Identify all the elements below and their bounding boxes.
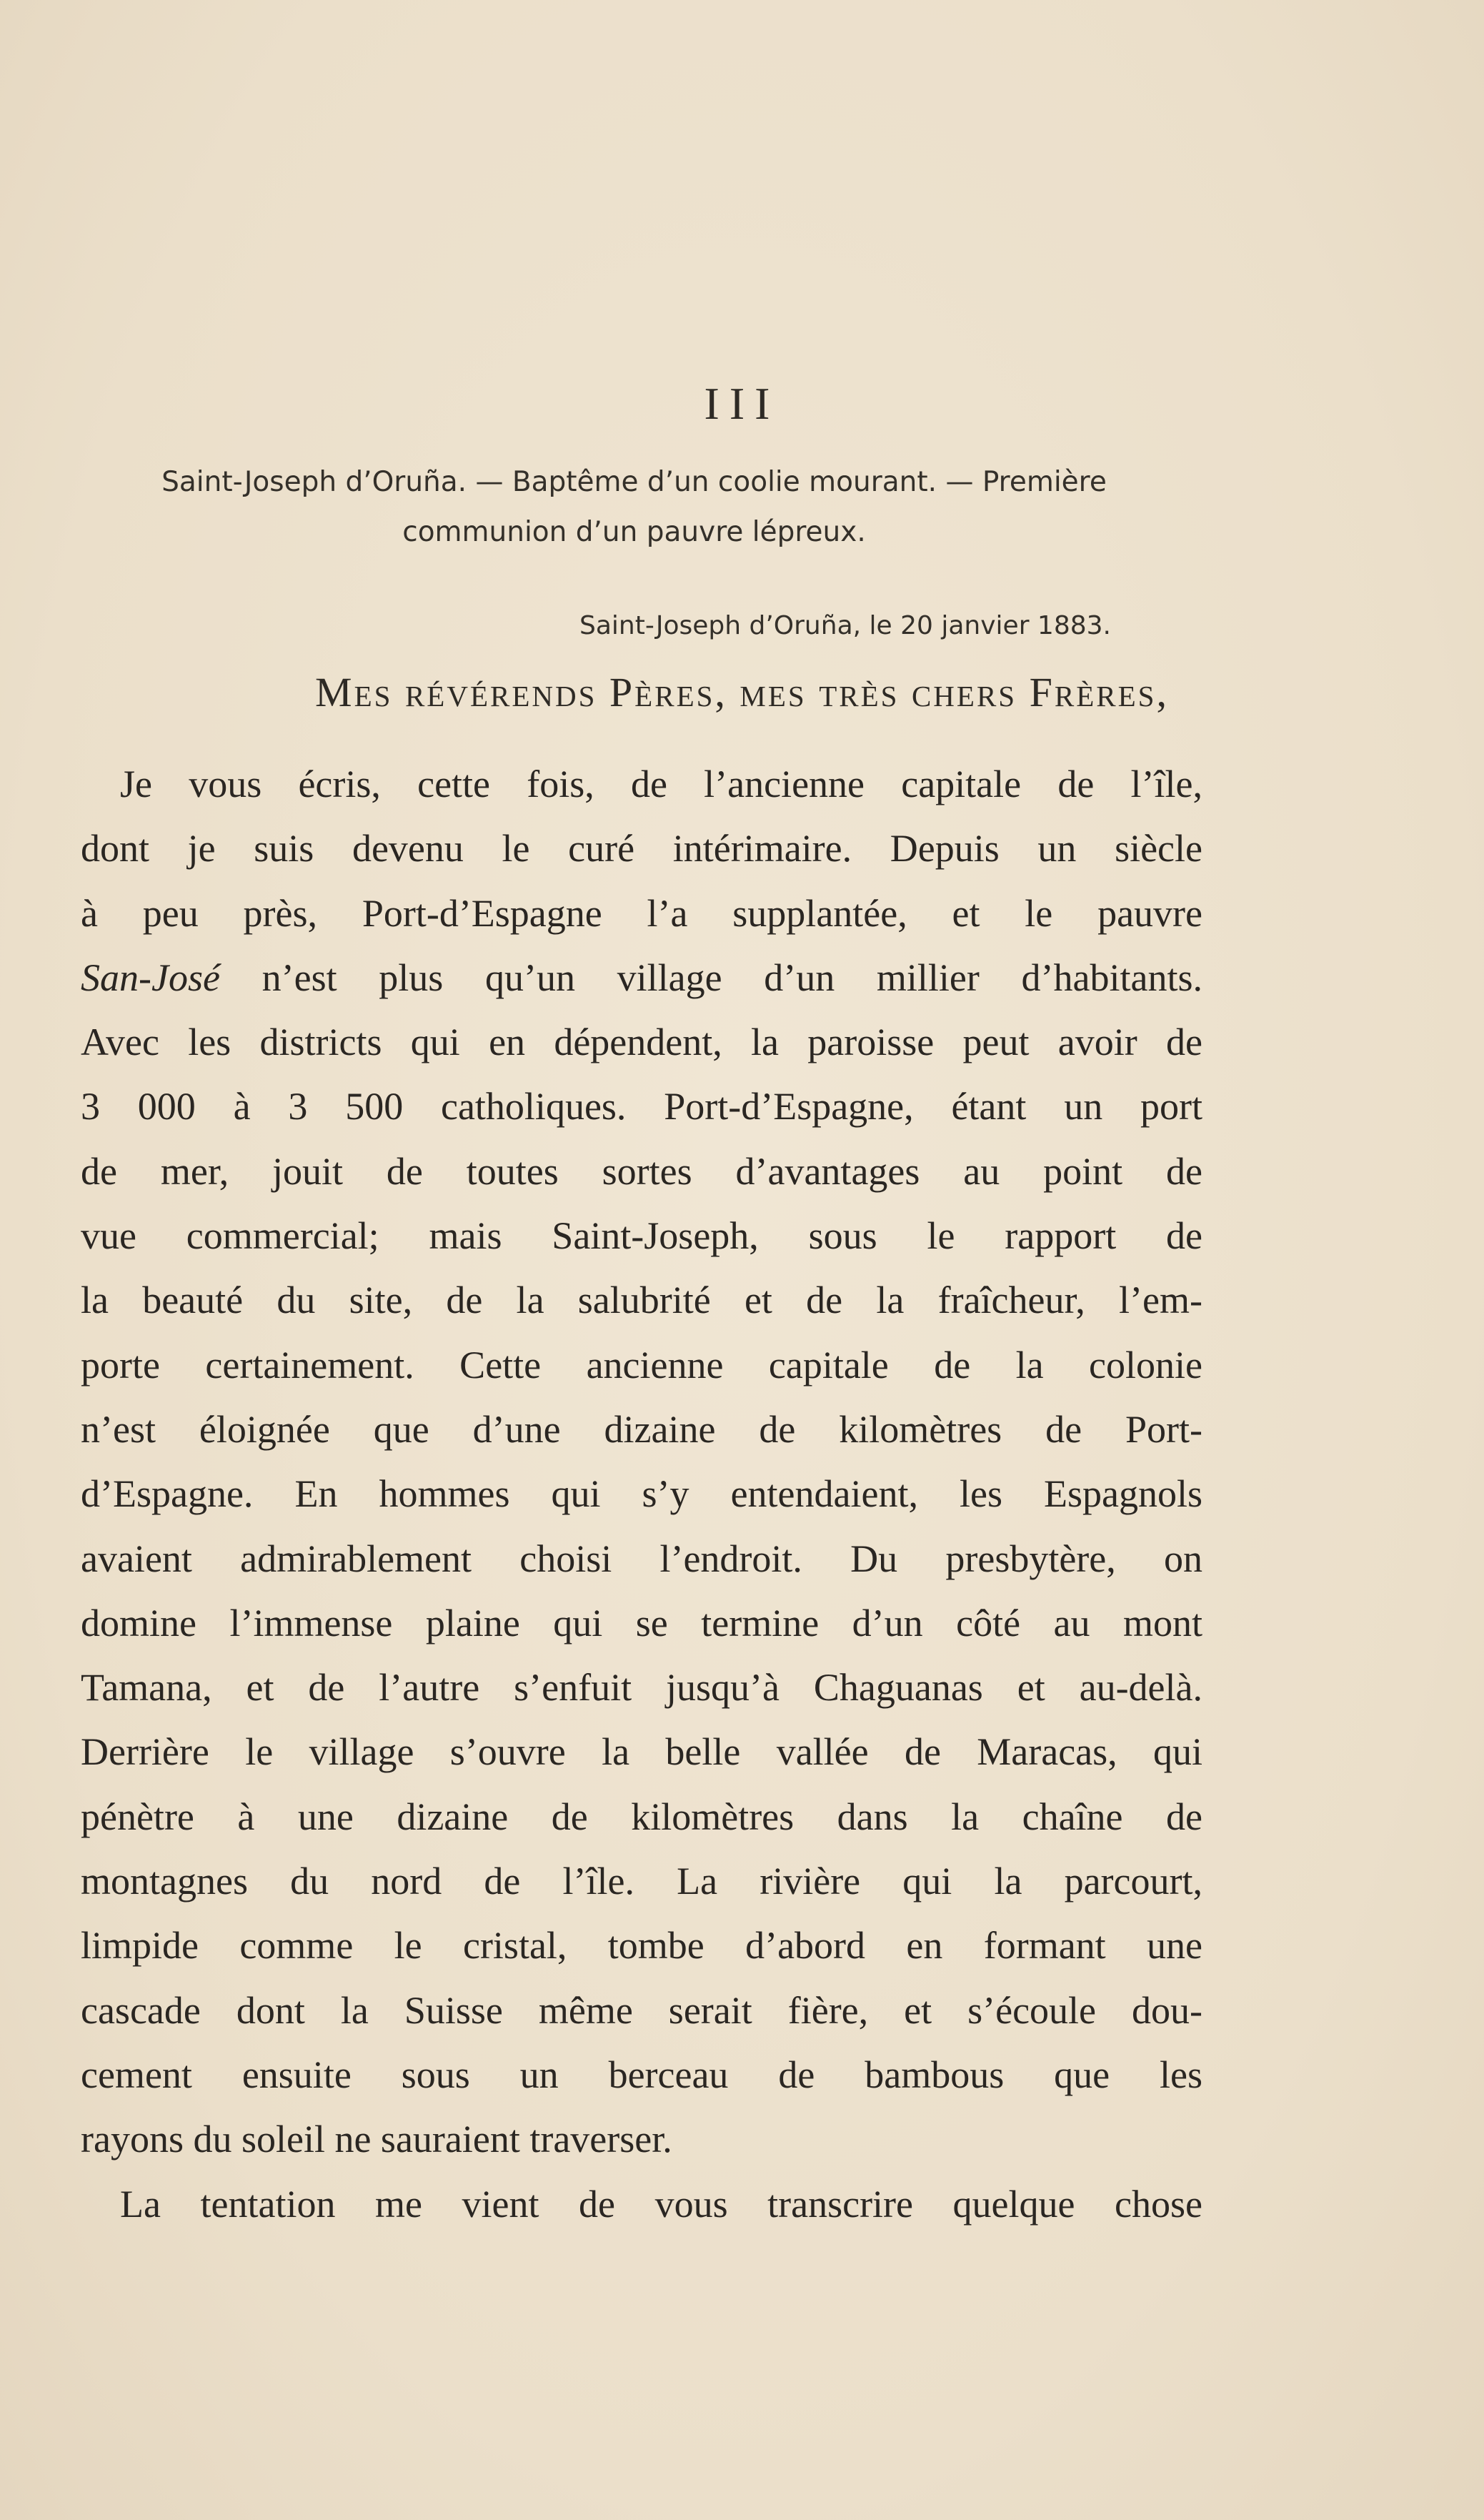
text-line: pénètre à une dizaine de kilomètres dans la chaîne de: [81, 1795, 1202, 1838]
text-line: Avec les districts qui en dépendent, la paroisse peut avoir de: [81, 1021, 1202, 1064]
text-line: cascade dont la Suisse même serait fière, et s’écoule dou-: [81, 1988, 1202, 2032]
text-line: Derrière le village s’ouvre la belle vallée de Maracas, qui: [81, 1730, 1202, 1774]
text-line: avaient admirablement choisi l’endroit. Du presbytère, on: [81, 1537, 1202, 1580]
text-line: dont je suis devenu le curé intérimaire. Depuis un siècle: [81, 827, 1202, 870]
text-line: Je vous écris, cette fois, de l’ancienne capitale de l’île,: [120, 763, 1202, 805]
text-line-rest: n’est plus qu’un village d’un millier d’habitants.: [262, 956, 1202, 999]
text-line: montagnes du nord de l’île. La rivière qui la parcourt,: [81, 1860, 1202, 1903]
italic-place-name: San-José: [81, 956, 220, 999]
text-line: vue commercial; mais Saint-Joseph, sous le rapport de: [81, 1214, 1202, 1258]
chapter-number: III: [704, 378, 780, 429]
text-line: n’est éloignée que d’une dizaine de kilomètres de Port-: [81, 1407, 1202, 1451]
summary-line-1: Saint-Joseph d’Oruña. — Baptême d’un coolie mourant. — Première: [161, 466, 1107, 498]
text-line: à peu près, Port-d’Espagne l’a supplantée, et le pauvre: [81, 891, 1202, 935]
text-line: domine l’immense plaine qui se termine d’un côté au mont: [81, 1601, 1202, 1645]
paragraph-2: [81, 2172, 1202, 2236]
body-text: [81, 752, 1202, 2236]
salutation: Mes révérends Pères, mes très chers Frères,: [315, 669, 1169, 715]
text-line: porte certainement. Cette ancienne capitale de la colonie: [81, 1343, 1202, 1387]
text-line: de mer, jouit de toutes sortes d’avantages au point de: [81, 1149, 1202, 1193]
text-line: la beauté du site, de la salubrité et de la fraîcheur, l’em-: [81, 1279, 1202, 1322]
summary-line-2: communion d’un pauvre lépreux.: [402, 516, 866, 548]
text-line-with-italic: [81, 946, 1202, 1010]
paragraph-1: [81, 752, 1202, 2172]
dateline: Saint-Joseph d’Oruña, le 20 janvier 1883.: [579, 611, 1111, 640]
text-line: d’Espagne. En hommes qui s’y entendaient, les Espagnols: [81, 1472, 1202, 1516]
text-line: rayons du soleil ne sauraient traverser.: [81, 2118, 672, 2161]
chapter-summary: [118, 457, 1150, 557]
text-line: La tentation me vient de vous transcrire quelque chose: [120, 2182, 1202, 2226]
text-line: cement ensuite sous un berceau de bambous que les: [81, 2053, 1202, 2096]
text-line: 3 000 à 3 500 catholiques. Port-d’Espagne, étant un port: [81, 1085, 1202, 1128]
text-line: limpide comme le cristal, tombe d’abord en formant une: [81, 1924, 1202, 1968]
text-line: Tamana, et de l’autre s’enfuit jusqu’à Chaguanas et au-delà.: [81, 1666, 1202, 1710]
